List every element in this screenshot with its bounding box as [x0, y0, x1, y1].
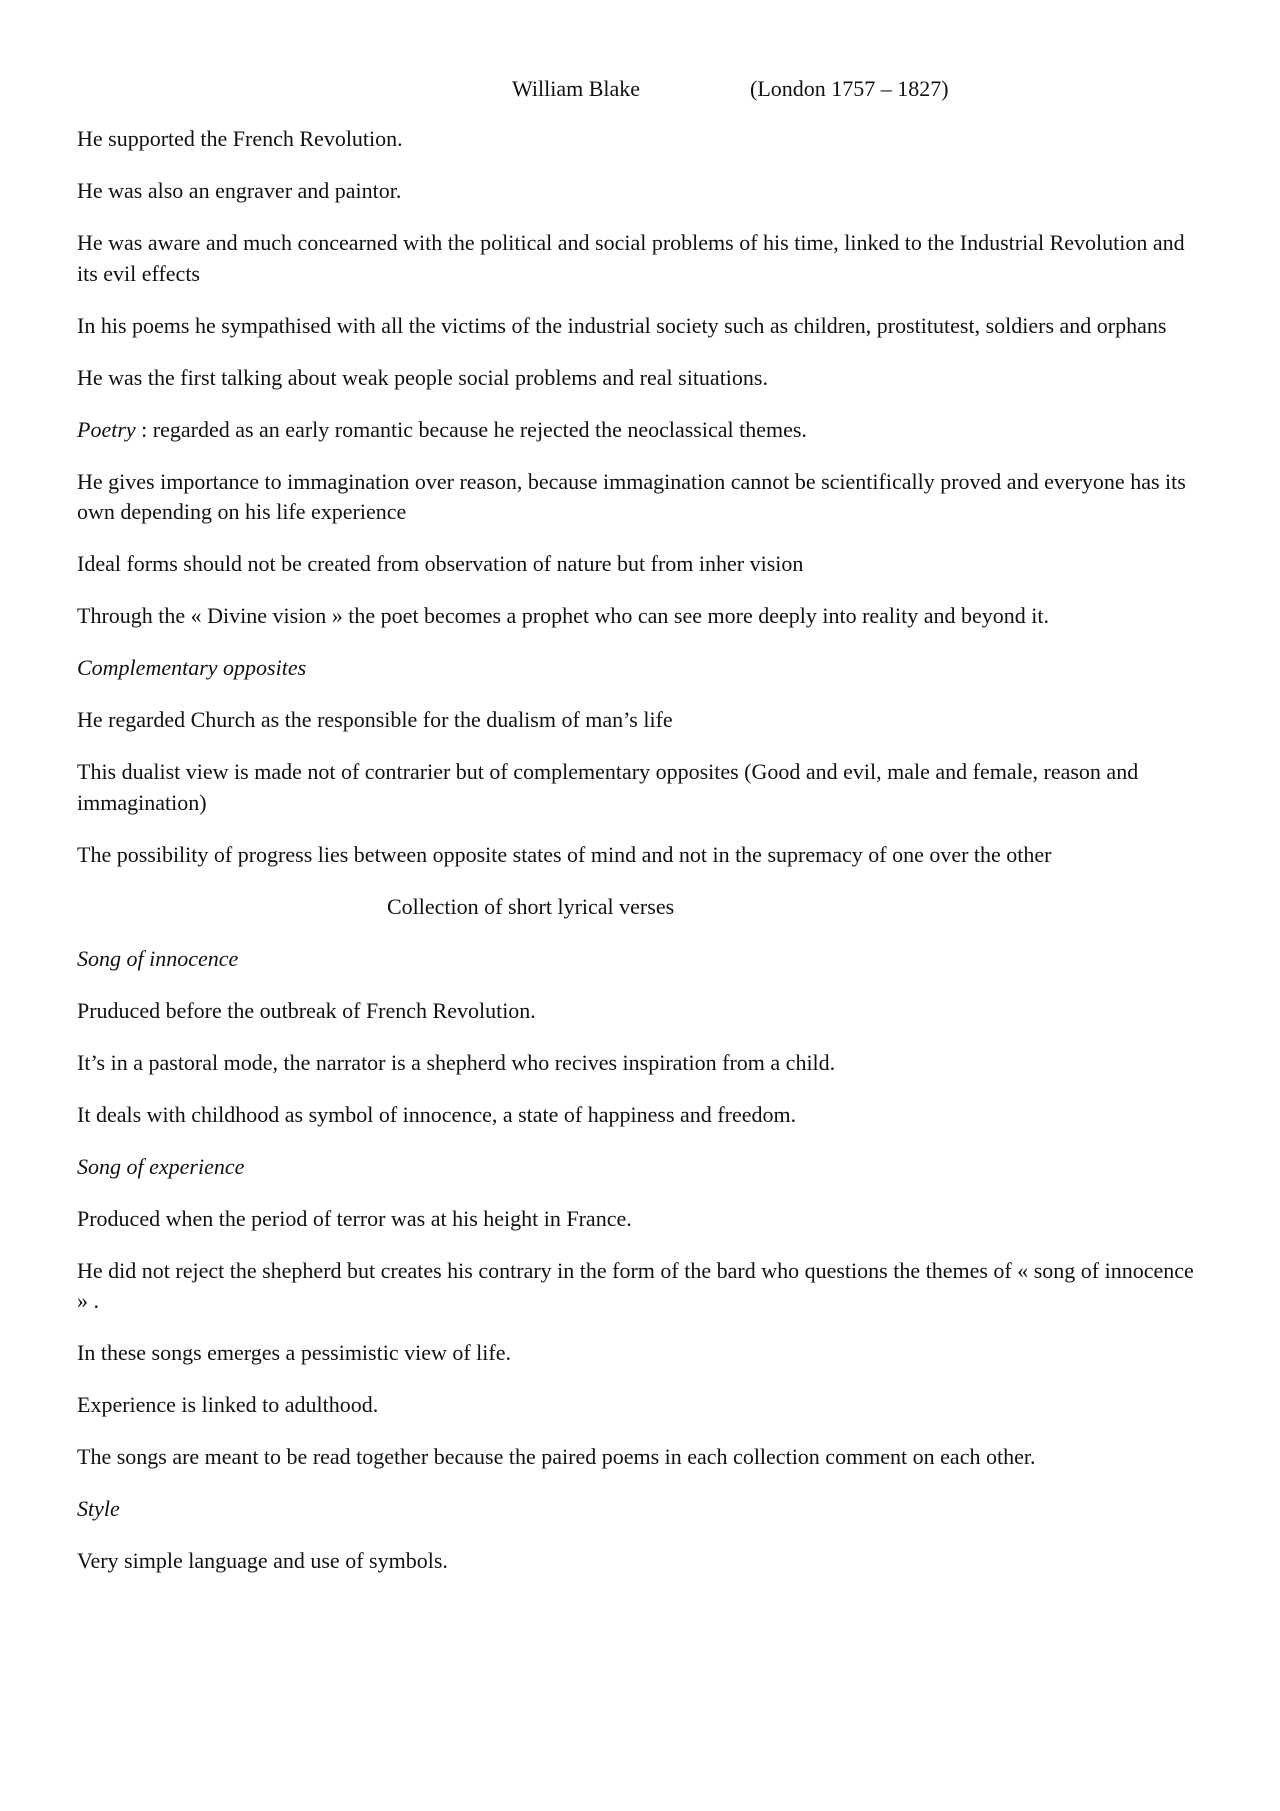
paragraph: Ideal forms should not be created from observation of nature but from inher vision — [77, 551, 804, 576]
paragraph: The songs are meant to be read together because the paired poems in each collection comment on each other. — [77, 1444, 1036, 1469]
paragraph: The possibility of progress lies between opposite states of mind and not in the supremacy of one over the other — [77, 841, 1052, 867]
section-heading: Complementary opposites — [77, 655, 307, 680]
section-heading: Style — [77, 1496, 120, 1521]
document-body — [77, 124, 1200, 1577]
section-heading: Song of innocence — [77, 945, 239, 971]
paragraph: It’s in a pastoral mode, the narrator is a shepherd who recives inspiration from a child. — [77, 1049, 836, 1075]
paragraph: He was aware and much concearned with the political and social problems of his time, linked to the Industrial Revolution and its evil effects — [77, 230, 1185, 286]
paragraph: He supported the French Revolution. — [77, 126, 403, 151]
paragraph: Very simple language and use of symbols. — [77, 1548, 448, 1573]
paragraph-lead: Poetry — [77, 416, 136, 442]
paragraph: Experience is linked to adulthood. — [77, 1392, 379, 1417]
paragraph: It deals with childhood as symbol of innocence, a state of happiness and freedom. — [77, 1101, 797, 1127]
paragraph: He was also an engraver and paintor. — [77, 178, 402, 203]
paragraph: This dualist view is made not of contrarier but of complementary opposites (Good and evil, male and female, reason and immagination) — [77, 759, 1139, 815]
paragraph: He was the first talking about weak people social problems and real situations. — [77, 364, 768, 390]
subtitle: Collection of short lyrical verses — [387, 893, 675, 919]
paragraph: He gives importance to immagination over reason, because immagination cannot be scientifically proved and everyone has its own depending on his life experience — [77, 468, 1186, 524]
paragraph: Produced when the period of terror was at his height in France. — [77, 1205, 632, 1231]
paragraph: He regarded Church as the responsible for the dualism of man’s life — [77, 707, 673, 732]
paragraph: He did not reject the shepherd but creates his contrary in the form of the bard who questions the themes of « song of innocence » . — [77, 1257, 1194, 1313]
section-heading: Song of experience — [77, 1153, 245, 1179]
paragraph-text: : regarded as an early romantic because he rejected the neoclassical themes. — [135, 416, 807, 442]
paragraph: In his poems he sympathised with all the victims of the industrial society such as children, prostitutest, soldiers and orphans — [77, 312, 1167, 338]
paragraph — [77, 415, 1200, 446]
paragraph: Pruduced before the outbreak of French Revolution. — [77, 997, 536, 1023]
paragraph: Through the « Divine vision » the poet becomes a prophet who can see more deeply into reality and beyond it. — [77, 603, 1050, 628]
document-title — [77, 74, 1200, 104]
paragraph: In these songs emerges a pessimistic view of life. — [77, 1340, 511, 1365]
title-author-name: William Blake — [512, 76, 641, 101]
title-author-dates: (London 1757 – 1827) — [750, 76, 949, 101]
